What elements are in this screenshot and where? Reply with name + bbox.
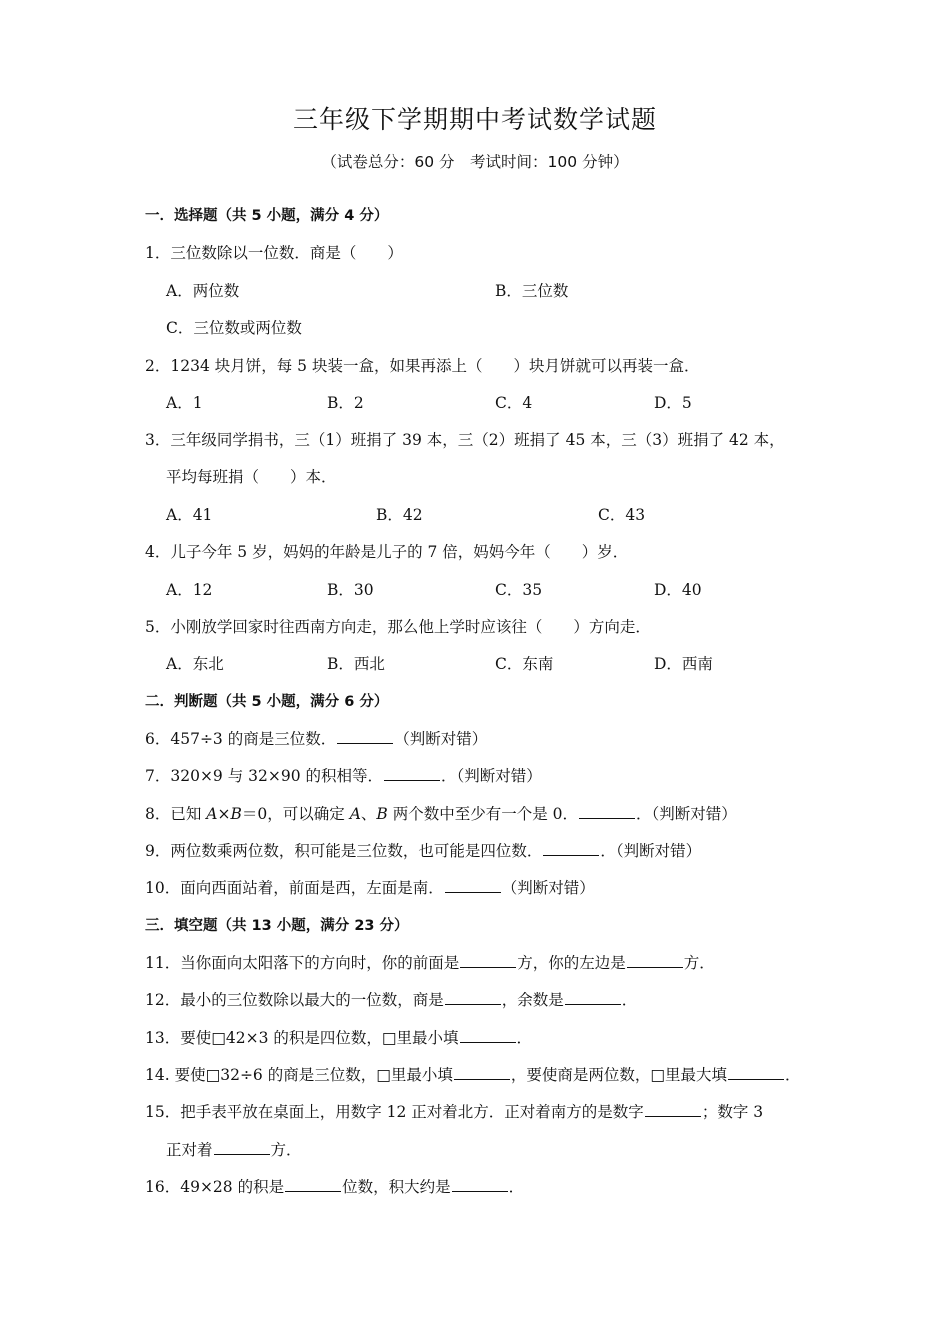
q6-suffix: （判断对错） bbox=[394, 730, 488, 748]
q10-text: 10．面向西面站着，前面是西，左面是南． bbox=[145, 879, 444, 897]
q8-sep: 、 bbox=[360, 805, 377, 823]
q8-var-b: B bbox=[230, 805, 242, 823]
q5-option-a: A．东北 bbox=[166, 655, 224, 673]
q11-text-1: 11．当你面向太阳落下的方向时，你的前面是 bbox=[145, 954, 460, 972]
q5-option-c: C．东南 bbox=[495, 655, 554, 673]
q7-text: 7．320×9 与 32×90 的积相等． bbox=[145, 767, 384, 785]
q8-text-3: 两个数中至少有一个是 0． bbox=[387, 805, 579, 823]
q12-text-3: ． bbox=[621, 991, 638, 1009]
q15-text-4: 方． bbox=[270, 1141, 302, 1159]
q2-option-a: A．1 bbox=[166, 394, 203, 412]
question-14 bbox=[145, 1064, 810, 1086]
q14-text-2: ，要使商是两位数，□里最大填 bbox=[510, 1066, 728, 1084]
q12-blank-1[interactable] bbox=[445, 989, 501, 1005]
q10-answer-blank[interactable] bbox=[445, 877, 501, 893]
q2-option-b: B．2 bbox=[327, 394, 364, 412]
q8-text-2: ＝0，可以确定 bbox=[241, 805, 350, 823]
q15-text-3: 正对着 bbox=[166, 1141, 213, 1159]
q16-blank-2[interactable] bbox=[452, 1176, 508, 1192]
q11-text-3: 方． bbox=[683, 954, 715, 972]
q4-option-a: A．12 bbox=[166, 581, 213, 599]
q11-blank-1[interactable] bbox=[460, 952, 516, 968]
question-8 bbox=[145, 803, 810, 825]
q8-suffix: ．（判断对错） bbox=[636, 805, 737, 823]
question-13 bbox=[145, 1027, 810, 1049]
q9-suffix: ．（判断对错） bbox=[600, 842, 702, 860]
q15-blank-1[interactable] bbox=[645, 1101, 701, 1117]
q1-option-a: A．两位数 bbox=[166, 282, 240, 300]
q6-text: 6．457÷3 的商是三位数． bbox=[145, 730, 337, 748]
q11-text-2: 方，你的左边是 bbox=[517, 954, 626, 972]
q13-text-2: ． bbox=[516, 1029, 533, 1047]
q15-text-2: ；数字 3 bbox=[701, 1103, 764, 1121]
q9-answer-blank[interactable] bbox=[543, 840, 599, 856]
q14-blank-1[interactable] bbox=[454, 1064, 510, 1080]
q4-option-d: D．40 bbox=[654, 581, 702, 599]
q12-text-1: 12．最小的三位数除以最大的一位数，商是 bbox=[145, 991, 444, 1009]
q8-times: × bbox=[217, 805, 231, 823]
question-3-line-1: 3．三年级同学捐书，三（1）班捐了 39 本，三（2）班捐了 45 本，三（3）班捐了 42 本， bbox=[145, 431, 785, 449]
q16-text-2: 位数，积大约是 bbox=[342, 1178, 451, 1196]
q15-text-1: 15．把手表平放在桌面上，用数字 12 正对着北方．正对着南方的是数字 bbox=[145, 1103, 644, 1121]
section-heading-fill: 三．填空题（共 13 小题，满分 23 分） bbox=[145, 918, 409, 934]
question-1: 1．三位数除以一位数．商是（ ） bbox=[145, 244, 403, 262]
q5-option-d: D．西南 bbox=[654, 655, 713, 673]
q14-blank-2[interactable] bbox=[728, 1064, 784, 1080]
q12-text-2: ，余数是 bbox=[501, 991, 564, 1009]
q13-text-1: 13．要使□42×3 的积是四位数，□里最小填 bbox=[145, 1029, 459, 1047]
q3-option-b: B．42 bbox=[376, 506, 423, 524]
q3-option-a: A．41 bbox=[166, 506, 213, 524]
q8-var-a: A bbox=[206, 805, 218, 823]
q4-option-c: C．35 bbox=[495, 581, 543, 599]
q8-text-1: 8．已知 bbox=[145, 805, 207, 823]
q16-text-1: 16．49×28 的积是 bbox=[145, 1178, 285, 1196]
q1-option-b: B．三位数 bbox=[495, 282, 569, 300]
question-5: 5．小刚放学回家时往西南方向走，那么他上学时应该往（ ）方向走． bbox=[145, 618, 651, 636]
q12-blank-2[interactable] bbox=[565, 989, 621, 1005]
question-15-line-1 bbox=[145, 1101, 810, 1123]
q16-text-3: ． bbox=[508, 1178, 525, 1196]
page-title: 三年级下学期期中考试数学试题 bbox=[292, 105, 657, 134]
q7-answer-blank[interactable] bbox=[384, 765, 440, 781]
q10-suffix: （判断对错） bbox=[501, 879, 595, 897]
q2-option-d: D．5 bbox=[654, 394, 692, 412]
question-15-line-2 bbox=[166, 1139, 810, 1161]
q8-var-b-2: B bbox=[376, 805, 388, 823]
q8-var-a-2: A bbox=[349, 805, 361, 823]
question-2: 2．1234 块月饼，每 5 块装一盒，如果再添上（ ）块月饼就可以再装一盒． bbox=[145, 357, 700, 375]
q14-text-1: 14. 要使□32÷6 的商是三位数，□里最小填 bbox=[145, 1066, 453, 1084]
q1-option-c: C．三位数或两位数 bbox=[166, 319, 302, 337]
section-heading-judge: 二．判断题（共 5 小题，满分 6 分） bbox=[145, 694, 389, 710]
q16-blank-1[interactable] bbox=[285, 1176, 341, 1192]
question-10 bbox=[145, 877, 810, 899]
question-16 bbox=[145, 1176, 810, 1198]
question-7 bbox=[145, 765, 810, 787]
q4-option-b: B．30 bbox=[327, 581, 374, 599]
question-6 bbox=[145, 728, 810, 750]
question-3-line-2: 平均每班捐（ ）本． bbox=[166, 468, 337, 486]
q14-text-3: ． bbox=[785, 1066, 801, 1084]
q8-answer-blank[interactable] bbox=[579, 803, 635, 819]
q7-suffix: ．（判断对错） bbox=[441, 767, 542, 785]
q13-blank-1[interactable] bbox=[460, 1027, 516, 1043]
question-12 bbox=[145, 989, 810, 1011]
q11-blank-2[interactable] bbox=[627, 952, 683, 968]
q15-blank-2[interactable] bbox=[214, 1139, 270, 1155]
q6-answer-blank[interactable] bbox=[337, 728, 393, 744]
section-heading-choice: 一．选择题（共 5 小题，满分 4 分） bbox=[145, 208, 389, 224]
q3-option-c: C．43 bbox=[598, 506, 646, 524]
question-9 bbox=[145, 840, 810, 862]
q2-option-c: C．4 bbox=[495, 394, 533, 412]
q5-option-b: B．西北 bbox=[327, 655, 385, 673]
question-11 bbox=[145, 952, 810, 974]
question-4: 4．儿子今年 5 岁，妈妈的年龄是儿子的 7 倍，妈妈今年（ ）岁． bbox=[145, 543, 629, 561]
q9-text: 9．两位数乘两位数，积可能是三位数，也可能是四位数． bbox=[145, 842, 543, 860]
exam-info: （试卷总分：60 分 考试时间：100 分钟） bbox=[321, 153, 629, 171]
